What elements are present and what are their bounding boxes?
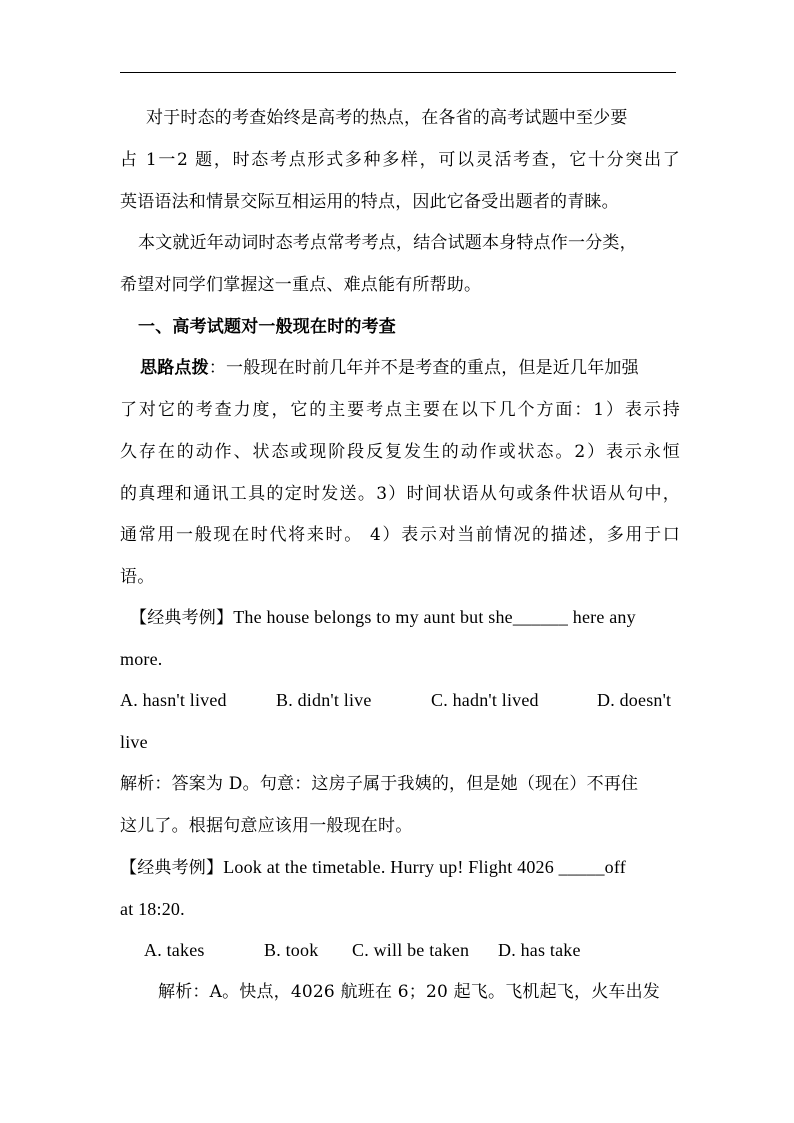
example1-option-d-wrap: live [120, 732, 148, 752]
example1-option-d: D. doesn't [597, 690, 672, 710]
example1-question-line-1 [130, 607, 678, 628]
example2-option-d: D. has take [498, 940, 581, 960]
example2-tag: 【经典考例】 [120, 858, 224, 878]
tip-line-4: 的真理和通讯工具的定时发送。3）时间状语从句或条件状语从句中， [120, 484, 680, 504]
tip-text: ：一般现在时前几年并不是考查的重点，但是近几年加强 [208, 358, 639, 378]
tip-line-1 [140, 358, 680, 378]
intro-line-3: 英语语法和情景交际互相运用的特点，因此它备受出题者的青睐。 [120, 192, 619, 212]
example1-question: The house belongs to my aunt but she______ here any [233, 607, 636, 627]
example2-question-line-1 [120, 857, 680, 878]
example1-analysis-line-1: 解析：答案为 D。句意：这房子属于我姨的，但是她（现在）不再住 [120, 774, 639, 794]
example1-question-line-2: more. [120, 649, 163, 669]
tip-line-6: 语。 [120, 567, 155, 587]
example2-question-line-2: at 18:20. [120, 899, 185, 919]
example2-question: Look at the timetable. Hurry up! Flight 4026 _____off [223, 857, 626, 877]
purpose-line-2: 希望对同学们掌握这一重点、难点能有所帮助。 [120, 275, 482, 295]
example1-option-c: C. hadn't lived [431, 690, 539, 710]
tip-label: 思路点拨 [140, 358, 209, 378]
example2-option-b: B. took [264, 940, 319, 960]
section-heading: 一、高考试题对一般现在时的考查 [138, 317, 396, 337]
example2-option-c: C. will be taken [352, 940, 470, 960]
example2-analysis: 解析：A。快点，4026 航班在 6；20 起飞。飞机起飞，火车出发 [158, 982, 660, 1002]
tip-line-5: 通常用一般现在时代将来时。 4）表示对当前情况的描述，多用于口 [120, 525, 680, 545]
example1-option-b: B. didn't live [276, 690, 372, 710]
purpose-line-1: 本文就近年动词时态考点常考考点，结合试题本身特点作一分类， [138, 233, 637, 253]
example1-analysis-line-2: 这儿了。根据句意应该用一般现在时。 [120, 816, 413, 836]
header-rule [120, 72, 676, 73]
tip-line-2: 了对它的考查力度，它的主要考点主要在以下几个方面：1）表示持 [120, 400, 680, 420]
tip-line-3: 久存在的动作、状态或现阶段反复发生的动作或状态。2）表示永恒 [120, 442, 680, 462]
intro-line-1: 对于时态的考查始终是高考的热点，在各省的高考试题中至少要 [146, 108, 628, 128]
example2-option-a: A. takes [144, 940, 205, 960]
example1-tag: 【经典考例】 [130, 608, 234, 628]
intro-line-2: 占 1一2 题，时态考点形式多种多样，可以灵活考查，它十分突出了 [120, 150, 680, 170]
example1-option-a: A. hasn't lived [120, 690, 227, 710]
